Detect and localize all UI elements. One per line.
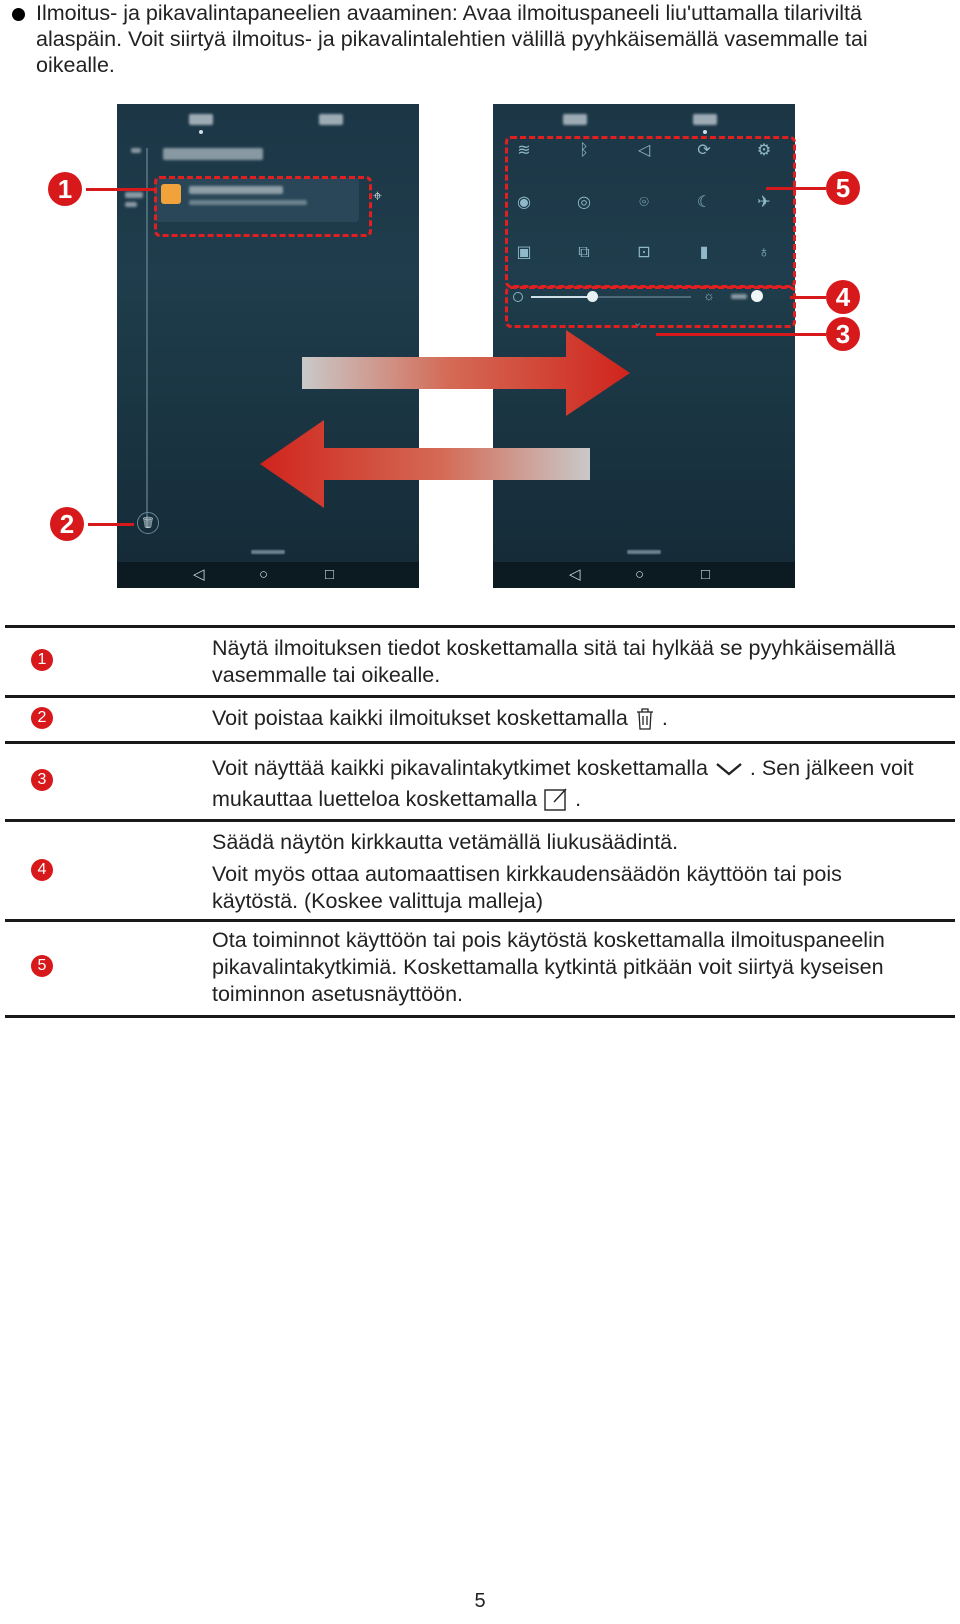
intro-text: Ilmoitus- ja pikavalintapaneelien avaaminen: Avaa ilmoituspaneeli liu'uttamalla tilariviltä alaspäin. Voit siirtyä ilmoitus- ja pikavalintalehtien välillä pyyhkäisemällä vasemmalle tai oikealle. bbox=[36, 1, 868, 77]
tab-notifications bbox=[563, 114, 587, 125]
chevron-down-icon: ⌄ bbox=[633, 317, 643, 329]
callout-2-leader bbox=[88, 523, 134, 526]
multiscreen-icon: ⧉ bbox=[578, 244, 590, 261]
row-text: Näytä ilmoituksen tiedot koskettamalla sitä tai hylkää se pyyhkäisemällä vasemmalle tai oikealle. bbox=[212, 636, 896, 687]
time-text bbox=[125, 192, 143, 198]
row-text-mid: . Sen jälkeen voit mukauttaa luetteloa koskettamalla bbox=[212, 756, 914, 811]
back-icon: ◁ bbox=[569, 566, 581, 583]
brightness-high-icon: ☼ bbox=[703, 288, 715, 303]
callout-3-leader bbox=[656, 333, 826, 336]
callout-1-leader bbox=[86, 188, 154, 191]
date-text bbox=[163, 148, 263, 160]
table-row bbox=[5, 819, 955, 919]
tab-indicator bbox=[199, 130, 203, 134]
lock-icon: ⊡ bbox=[637, 244, 651, 261]
notification-highlight-box bbox=[154, 176, 372, 237]
expand-icon: ⌖ bbox=[373, 188, 383, 205]
row-text-after: . bbox=[661, 706, 668, 730]
eye-comfort-icon: ☾ bbox=[696, 194, 712, 211]
table-row bbox=[5, 695, 955, 741]
recents-icon: □ bbox=[325, 566, 335, 583]
row-text bbox=[212, 753, 932, 815]
nfc-icon: ◎ bbox=[577, 194, 591, 211]
screenshot-icon: ▣ bbox=[516, 244, 532, 261]
callout-5: 5 bbox=[826, 171, 860, 205]
chevron-down-icon bbox=[714, 760, 744, 778]
recents-icon: □ bbox=[701, 566, 711, 583]
trash-icon: 🗑 bbox=[137, 512, 159, 534]
hotspot-icon: ◉ bbox=[517, 194, 531, 211]
row-text: Ota toiminnot käyttöön tai pois käytöstä koskettamalla ilmoituspaneelin pikavalintakytkimiä. Koskettamalla kytkintä pitkään voit siirtyä kyseisen toiminnon asetusnäyttöön. bbox=[212, 928, 885, 1006]
panel-handle bbox=[627, 550, 661, 554]
row-number: 3 bbox=[31, 769, 53, 791]
swipe-right-arrow bbox=[302, 330, 630, 416]
row-text-before: Voit poistaa kaikki ilmoitukset koskettamalla bbox=[212, 706, 628, 730]
table-row bbox=[5, 919, 955, 1015]
home-icon: ○ bbox=[259, 566, 269, 583]
row-text-before: Voit näyttää kaikki pikavalintakytkimet koskettamalla bbox=[212, 756, 708, 780]
bluetooth-icon: ᛒ bbox=[579, 142, 589, 159]
callout-1: 1 bbox=[48, 172, 82, 206]
shortcuts-highlight-box bbox=[505, 136, 796, 288]
row-text-after: . bbox=[575, 787, 582, 811]
phone-tabs bbox=[493, 110, 795, 132]
bullet-icon bbox=[12, 8, 25, 21]
table-row bbox=[5, 625, 955, 695]
location-icon: ⌾ bbox=[639, 194, 649, 211]
navigation-bar bbox=[117, 562, 419, 588]
callout-5-leader bbox=[766, 187, 826, 190]
row-number: 2 bbox=[31, 707, 53, 729]
row-text-line1: Säädä näytön kirkkautta vetämällä liukusäädintä. bbox=[212, 830, 679, 854]
trash-icon bbox=[634, 707, 656, 731]
edit-icon bbox=[543, 787, 569, 813]
settings-icon: ⚙ bbox=[756, 142, 772, 159]
row-number: 5 bbox=[31, 955, 53, 977]
timeline-line bbox=[146, 148, 148, 528]
row-number: 1 bbox=[31, 649, 53, 671]
tab-indicator bbox=[703, 130, 707, 134]
navigation-bar bbox=[493, 562, 795, 588]
flashlight-icon: ♁ bbox=[758, 244, 770, 261]
table-row bbox=[5, 741, 955, 819]
rotate-icon: ⟳ bbox=[697, 142, 711, 159]
wifi-icon: ≋ bbox=[517, 142, 531, 159]
sound-icon: ◁ bbox=[637, 142, 651, 159]
table-rule bbox=[5, 1015, 955, 1018]
swipe-left-arrow bbox=[260, 420, 590, 508]
row-text bbox=[212, 705, 932, 732]
callout-3: 3 bbox=[826, 317, 860, 351]
time-ampm bbox=[125, 202, 137, 207]
back-icon: ◁ bbox=[193, 566, 205, 583]
row-text-line2: Voit myös ottaa automaattisen kirkkaudensäädön käyttöön tai pois käytöstä. (Koskee valittuja malleja) bbox=[212, 862, 842, 913]
tab-shortcuts bbox=[693, 114, 717, 125]
callout-2: 2 bbox=[50, 507, 84, 541]
tab-shortcuts bbox=[319, 114, 343, 125]
row-number: 4 bbox=[31, 859, 53, 881]
callout-4: 4 bbox=[826, 280, 860, 314]
callout-4-leader bbox=[790, 296, 826, 299]
phone-tabs bbox=[117, 110, 419, 132]
date-mark bbox=[131, 148, 141, 153]
panel-handle bbox=[251, 550, 285, 554]
airplane-icon: ✈ bbox=[757, 194, 771, 211]
tab-notifications bbox=[189, 114, 213, 125]
page-number: 5 bbox=[474, 1590, 486, 1612]
brightness-highlight-box bbox=[505, 286, 796, 328]
home-icon: ○ bbox=[635, 566, 645, 583]
battery-icon: ▮ bbox=[699, 244, 709, 261]
